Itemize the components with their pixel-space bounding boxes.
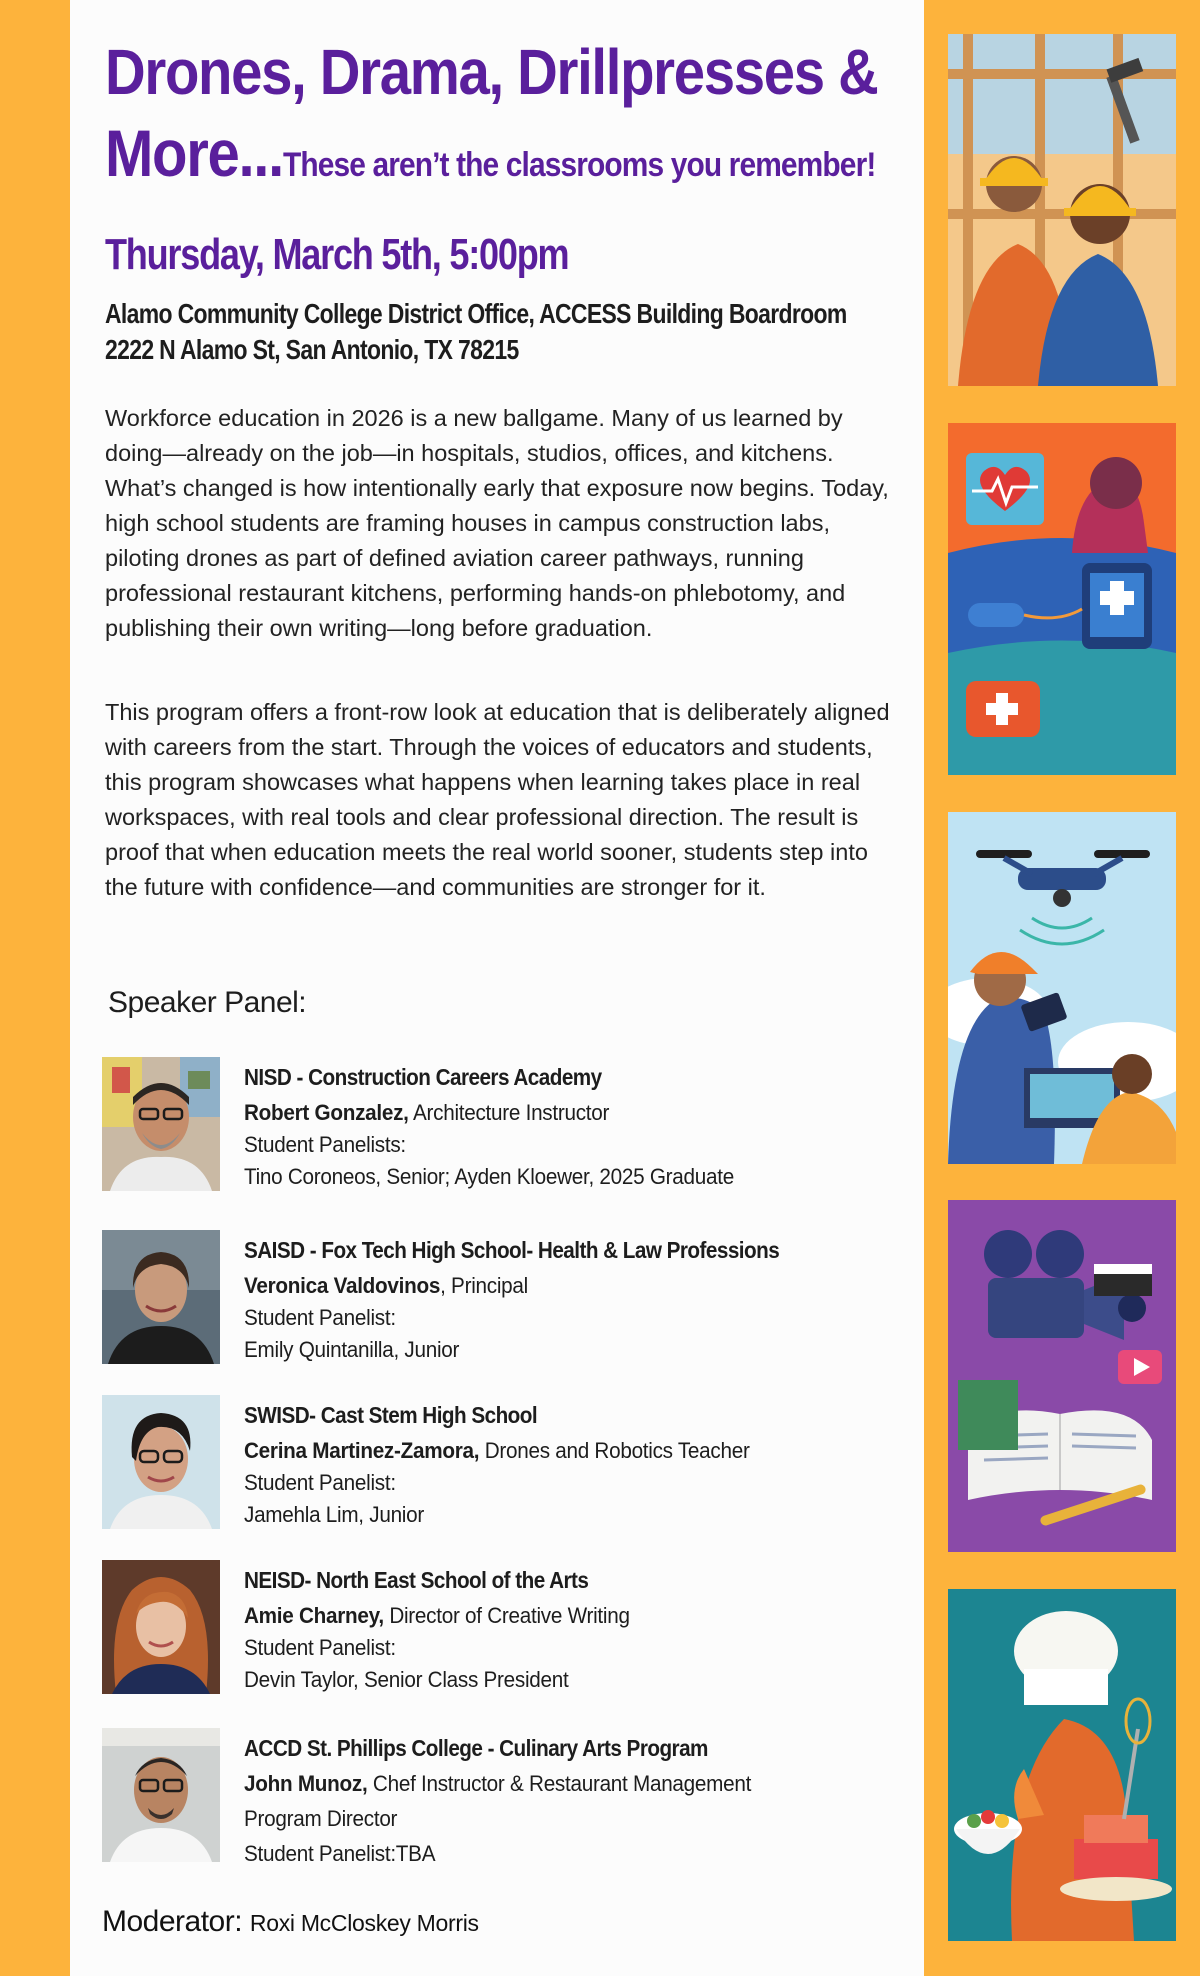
headline-line-1: Drones, Drama, Drillpresses &: [105, 36, 878, 108]
speaker-name-role: [244, 1600, 870, 1632]
speaker-name: John Munoz,: [244, 1771, 368, 1796]
left-border-bar: [0, 0, 70, 1976]
event-date: Thursday, March 5th, 5:00pm: [105, 230, 569, 279]
drone-illustration: [948, 812, 1176, 1164]
film-writing-illustration: [948, 1200, 1176, 1552]
headline-tagline: These aren’t the classrooms you remember!: [282, 146, 876, 184]
speaker-organization: SAISD - Fox Tech High School- Health & Law Professions: [244, 1237, 780, 1263]
headline-more: More...: [105, 116, 283, 190]
intro-paragraph-2: This program offers a front-row look at education that is deliberately aligned with careers from the start. Through the voices of educators and students, this program showcases what happens when learning takes place in real workspaces, with real tools and clear professional direction. The result is proof that when education meets the real world sooner, students step into the future with confidence—and communities are stronger for it.: [105, 699, 890, 900]
speaker-entry: [102, 1057, 902, 1197]
student-panel-label: Student Panelist:: [244, 1305, 396, 1330]
speaker-info: [244, 1560, 924, 1696]
speaker-role-continued: Program Director: [244, 1806, 398, 1831]
speaker-photo: [102, 1230, 220, 1364]
speaker-role: , Principal: [440, 1273, 528, 1298]
moderator-label: Moderator:: [102, 1905, 243, 1938]
headline-line-2: [105, 112, 876, 206]
speaker-photo: [102, 1057, 220, 1191]
student-panel-label: Student Panelist:: [244, 1635, 396, 1660]
speaker-role: Director of Creative Writing: [383, 1603, 630, 1628]
speaker-entry: [102, 1395, 902, 1535]
speaker-name-role: [244, 1768, 870, 1800]
speaker-organization: NISD - Construction Careers Academy: [244, 1064, 602, 1090]
student-panelists: Jamehla Lim, Junior: [244, 1502, 424, 1527]
speaker-name-role: [244, 1097, 870, 1129]
speaker-info: [244, 1230, 924, 1366]
speaker-name-role: [244, 1435, 870, 1467]
speaker-organization: ACCD St. Phillips College - Culinary Arts Program: [244, 1735, 708, 1761]
culinary-illustration: [948, 1589, 1176, 1941]
moderator: [102, 1905, 479, 1939]
student-panel-label: Student Panelists:: [244, 1132, 406, 1157]
speaker-role: Architecture Instructor: [408, 1100, 610, 1125]
healthcare-illustration: [948, 423, 1176, 775]
event-venue: Alamo Community College District Office, ACCESS Building Boardroom: [105, 298, 847, 329]
moderator-name: Roxi McCloskey Morris: [249, 1910, 479, 1936]
speaker-photo: [102, 1728, 220, 1862]
intro-paragraph-1: Workforce education in 2026 is a new ballgame. Many of us learned by doing—already on the job—in hospitals, studios, offices, and kitchens. What’s changed is how intentionally early that exposure now begins. Today, high school students are framing houses in campus construction labs, piloting drones as part of defined aviation career pathways, running professional restaurant kitchens, performing hands-on phlebotomy, and publishing their own writing—long before graduation.: [105, 405, 889, 641]
speaker-info: [244, 1728, 924, 1870]
speaker-info: [244, 1057, 924, 1193]
speaker-organization: NEISD- North East School of the Arts: [244, 1567, 589, 1593]
student-panel-label: Student Panelist:TBA: [244, 1841, 436, 1866]
speaker-name: Robert Gonzalez,: [244, 1100, 409, 1125]
speaker-panel-heading: Speaker Panel:: [108, 986, 307, 1019]
event-location: [105, 296, 847, 368]
speaker-entry: [102, 1728, 902, 1868]
speaker-entry: [102, 1560, 902, 1700]
event-address: 2222 N Alamo St, San Antonio, TX 78215: [105, 334, 519, 365]
speaker-organization: SWISD- Cast Stem High School: [244, 1402, 538, 1428]
speaker-name: Amie Charney,: [244, 1603, 384, 1628]
speaker-name-role: [244, 1270, 870, 1302]
construction-workers-illustration: [948, 34, 1176, 386]
student-panelists: Emily Quintanilla, Junior: [244, 1337, 460, 1362]
student-panel-label: Student Panelist:: [244, 1470, 396, 1495]
speaker-photo: [102, 1395, 220, 1529]
student-panelists: Tino Coroneos, Senior; Ayden Kloewer, 2025 Graduate: [244, 1164, 734, 1189]
headline: [105, 32, 905, 206]
speaker-name: Veronica Valdovinos: [244, 1273, 441, 1298]
speaker-info: [244, 1395, 924, 1531]
speaker-role: Chef Instructor & Restaurant Management: [367, 1771, 752, 1796]
speaker-entry: [102, 1230, 902, 1370]
speaker-name: Cerina Martinez-Zamora,: [244, 1438, 480, 1463]
speaker-role: Drones and Robotics Teacher: [479, 1438, 750, 1463]
student-panelists: Devin Taylor, Senior Class President: [244, 1667, 569, 1692]
speaker-photo: [102, 1560, 220, 1694]
